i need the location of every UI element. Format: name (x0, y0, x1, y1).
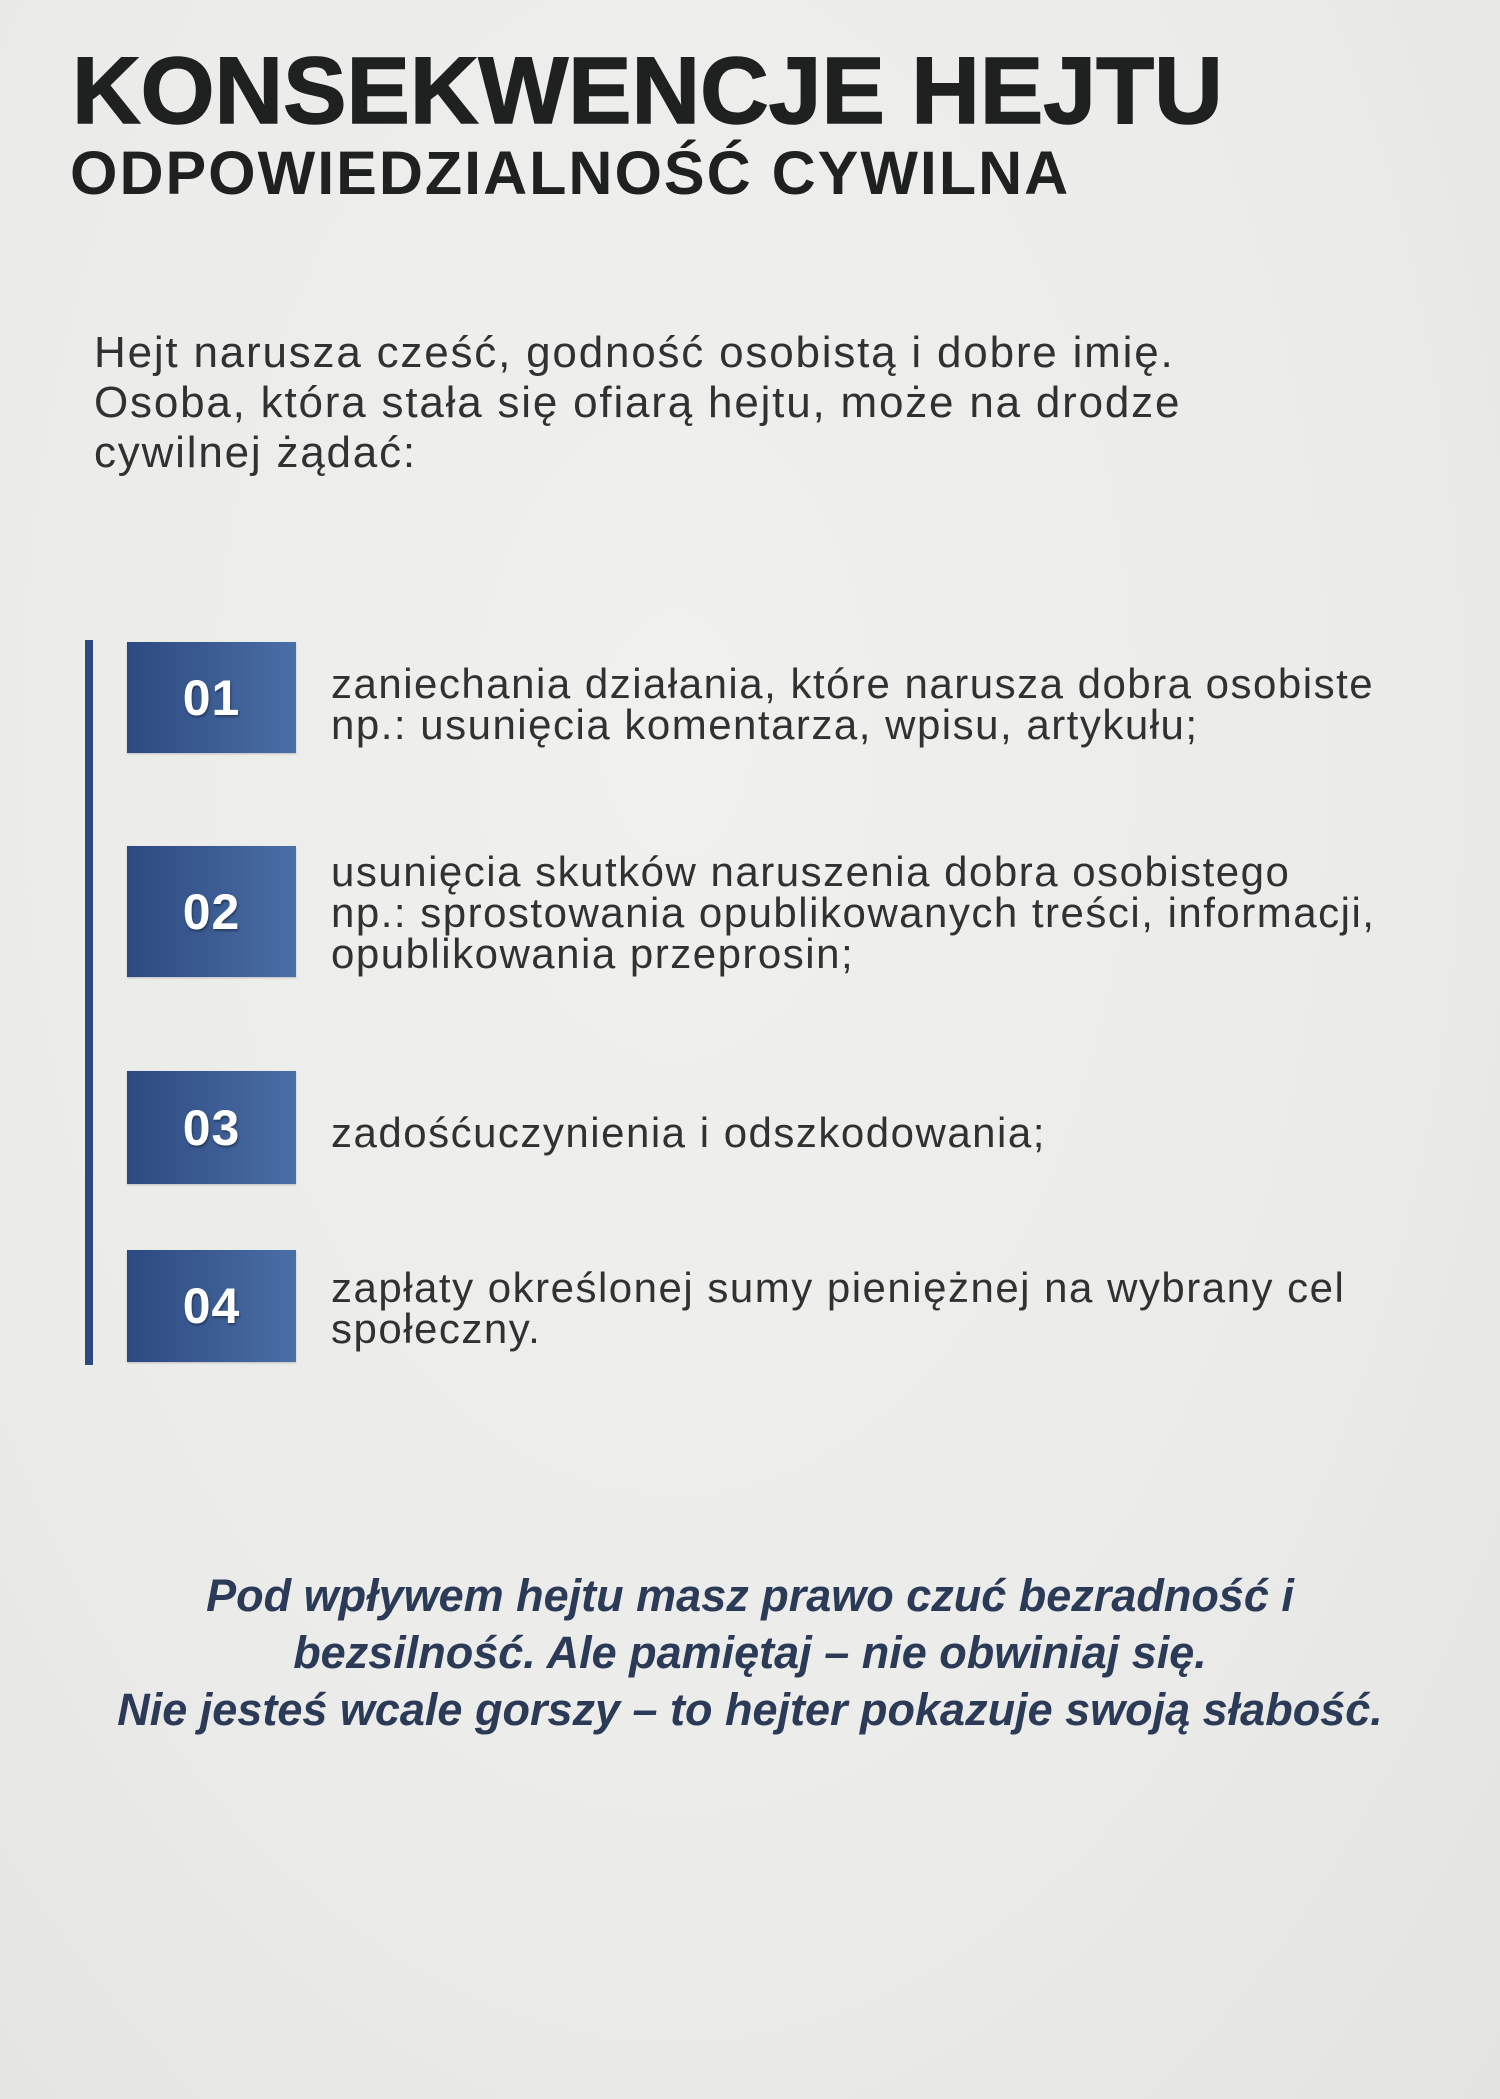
intro-line: cywilnej żądać: (94, 428, 417, 477)
list-item-line: zapłaty określonej sumy pieniężnej na wybrany cel (331, 1264, 1346, 1311)
list-item-line: np.: usunięcia komentarza, wpisu, artykułu; (331, 701, 1199, 748)
list-item-text (331, 1109, 1046, 1156)
list-item-line: zadośćuczynienia i odszkodowania; (331, 1109, 1046, 1156)
number-label: 01 (182, 669, 241, 726)
number-badge (127, 642, 296, 753)
number-label: 04 (182, 1278, 241, 1334)
main-title: KONSEKWENCJE HEJTU (72, 38, 1223, 144)
list-item-line: np.: sprostowania opublikowanych treści, informacji, (331, 889, 1376, 936)
quote-line: Pod wpływem hejtu masz prawo czuć bezradność i (206, 1570, 1294, 1621)
subtitle: ODPOWIEDZIALNOŚĆ CYWILNA (70, 139, 1071, 207)
list-item-text (331, 848, 1376, 977)
intro-line: Hejt narusza cześć, godność osobistą i dobre imię. (94, 328, 1175, 377)
list-accent-bar (85, 640, 93, 1365)
intro-line: Osoba, która stała się ofiarą hejtu, może na drodze (94, 378, 1182, 427)
list-item-text (331, 1264, 1346, 1352)
list-item-text (331, 660, 1375, 748)
list-item-line: opublikowania przeprosin; (331, 930, 855, 977)
quote-line: Nie jesteś wcale gorszy – to hejter pokazuje swoją słabość. (117, 1684, 1383, 1735)
number-badge (127, 846, 296, 977)
closing-quote (0, 1567, 1500, 1738)
quote-line: bezsilność. Ale pamiętaj – nie obwiniaj się. (293, 1627, 1207, 1678)
number-badge (127, 1071, 296, 1184)
list-item-line: usunięcia skutków naruszenia dobra osobistego (331, 848, 1291, 895)
list-item-line: społeczny. (331, 1305, 542, 1352)
intro-paragraph (94, 328, 1181, 478)
number-label: 02 (182, 883, 241, 940)
number-badge (127, 1250, 296, 1362)
number-label: 03 (182, 1099, 241, 1156)
list-item-line: zaniechania działania, które narusza dobra osobiste (331, 660, 1375, 707)
